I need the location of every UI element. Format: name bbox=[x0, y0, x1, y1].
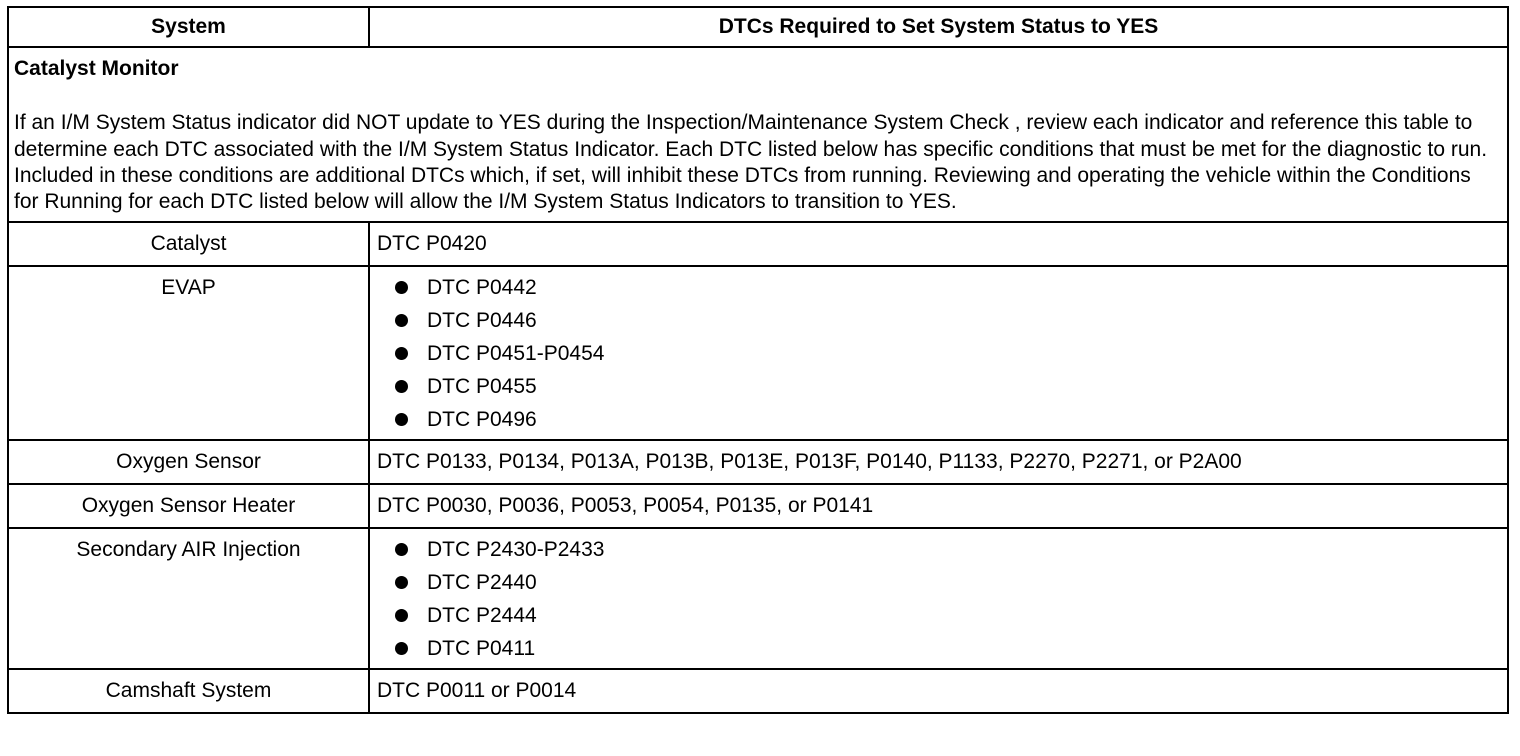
dtc-cell: DTC P0011 or P0014 bbox=[369, 669, 1508, 713]
table-row bbox=[8, 669, 1508, 713]
dtc-cell: DTC P0030, P0036, P0053, P0054, P0135, or P0141 bbox=[369, 484, 1508, 528]
section-row bbox=[8, 47, 1508, 222]
dtc-code: DTC P2440 bbox=[427, 571, 537, 595]
list-item bbox=[377, 337, 1501, 370]
dtcs-column-header: DTCs Required to Set System Status to YES bbox=[369, 7, 1508, 47]
dtc-cell bbox=[369, 266, 1508, 440]
table-row bbox=[8, 222, 1508, 266]
dtc-code: DTC P0496 bbox=[427, 408, 537, 432]
dtc-bullet-list bbox=[377, 533, 1501, 665]
bullet-icon bbox=[395, 347, 408, 360]
list-item bbox=[377, 599, 1501, 632]
dtc-cell: DTC P0133, P0134, P013A, P013B, P013E, P013F, P0140, P1133, P2270, P2271, or P2A00 bbox=[369, 440, 1508, 484]
dtc-code: DTC P0451-P0454 bbox=[427, 342, 605, 366]
dtc-cell: DTC P0420 bbox=[369, 222, 1508, 266]
bullet-icon bbox=[395, 314, 408, 327]
system-cell: Secondary AIR Injection bbox=[8, 528, 369, 669]
bullet-icon bbox=[395, 609, 408, 622]
system-cell: Camshaft System bbox=[8, 669, 369, 713]
list-item bbox=[377, 304, 1501, 337]
system-cell: Oxygen Sensor Heater bbox=[8, 484, 369, 528]
section-cell bbox=[8, 47, 1508, 222]
system-column-header: System bbox=[8, 7, 369, 47]
list-item bbox=[377, 566, 1501, 599]
list-item bbox=[377, 370, 1501, 403]
system-cell: Oxygen Sensor bbox=[8, 440, 369, 484]
section-title: Catalyst Monitor bbox=[14, 57, 179, 80]
system-cell: Catalyst bbox=[8, 222, 369, 266]
table-row bbox=[8, 266, 1508, 440]
dtc-code: DTC P0411 bbox=[427, 637, 536, 661]
bullet-icon bbox=[395, 642, 408, 655]
dtc-requirements-table bbox=[7, 6, 1509, 714]
section-body: If an I/M System Status indicator did NOT update to YES during the Inspection/Maintenance System Check , review each indicator and reference this table to determine each DTC associated with the I/M System Status Indicator. Each DTC listed below has specific conditions that must be met for the diagnostic to run. Included in these conditions are additional DTCs which, if set, will inhibit these DTCs from running. Reviewing and operating the vehicle within the Conditions for Running for each DTC listed below will allow the I/M System Status Indicators to transition to YES. bbox=[14, 111, 1488, 213]
bullet-icon bbox=[395, 543, 408, 556]
bullet-icon bbox=[395, 576, 408, 589]
bullet-icon bbox=[395, 380, 408, 393]
dtc-code: DTC P0442 bbox=[427, 276, 537, 300]
dtc-code: DTC P0446 bbox=[427, 309, 537, 333]
list-item bbox=[377, 403, 1501, 436]
list-item bbox=[377, 533, 1501, 566]
table-row bbox=[8, 528, 1508, 669]
dtc-code: DTC P2430-P2433 bbox=[427, 538, 605, 562]
bullet-icon bbox=[395, 413, 408, 426]
dtc-code: DTC P2444 bbox=[427, 604, 537, 628]
dtc-bullet-list bbox=[377, 271, 1501, 436]
dtc-cell bbox=[369, 528, 1508, 669]
list-item bbox=[377, 271, 1501, 304]
system-cell: EVAP bbox=[8, 266, 369, 440]
list-item bbox=[377, 632, 1501, 665]
header-row bbox=[8, 7, 1508, 47]
bullet-icon bbox=[395, 281, 408, 294]
table-row bbox=[8, 440, 1508, 484]
table-row bbox=[8, 484, 1508, 528]
dtc-code: DTC P0455 bbox=[427, 375, 537, 399]
